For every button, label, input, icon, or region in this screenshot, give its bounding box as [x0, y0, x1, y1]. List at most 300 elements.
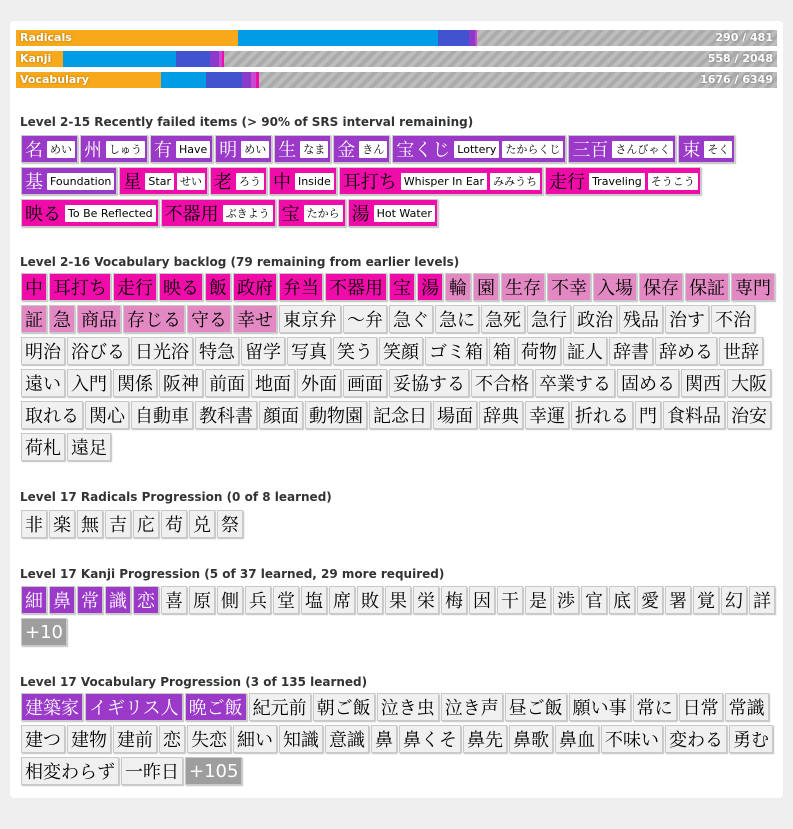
item-characters: 明 — [219, 140, 238, 161]
backlog-item[interactable] — [719, 337, 763, 365]
backlog-item[interactable] — [113, 369, 157, 397]
item-characters: 世辞 — [723, 342, 759, 363]
item-characters: 晩ご飯 — [188, 698, 243, 719]
item-characters: 〜弁 — [347, 310, 383, 331]
vocab-item[interactable] — [21, 725, 65, 753]
backlog-item[interactable] — [369, 401, 431, 429]
radicals-bar-segment — [475, 30, 477, 46]
radicals-item[interactable] — [77, 510, 103, 538]
item-meaning-tag: ぶきよう — [223, 205, 273, 222]
item-characters: 建前 — [117, 730, 153, 751]
backlog-item[interactable] — [233, 273, 277, 301]
backlog-item[interactable] — [21, 305, 47, 333]
backlog-item[interactable] — [473, 273, 499, 301]
item-characters: 園 — [477, 278, 495, 299]
item-characters: 不器用 — [329, 278, 383, 299]
vocab-item[interactable] — [601, 725, 663, 753]
failed-item[interactable] — [678, 135, 735, 163]
item-characters: 不器用 — [164, 204, 219, 225]
kanji-item[interactable] — [497, 586, 523, 614]
item-characters: 知識 — [283, 730, 319, 751]
backlog-item[interactable] — [195, 337, 239, 365]
item-characters: 底 — [613, 591, 631, 612]
item-characters: 常に — [636, 698, 673, 719]
item-meaning-tag: たから — [304, 205, 343, 222]
item-characters: 果 — [389, 591, 407, 612]
backlog-item[interactable] — [433, 401, 477, 429]
item-characters: 専門 — [735, 278, 771, 299]
backlog-item[interactable] — [325, 273, 387, 301]
backlog-item[interactable] — [547, 273, 591, 301]
vocab-item[interactable] — [569, 693, 631, 721]
item-meaning-tag: きん — [359, 141, 387, 158]
item-characters: 朝ご飯 — [316, 698, 371, 719]
failed-item[interactable] — [348, 199, 438, 227]
vocab-item[interactable] — [505, 693, 567, 721]
failed-item[interactable] — [210, 167, 267, 195]
item-characters: 政府 — [237, 278, 273, 299]
backlog-item[interactable] — [517, 337, 561, 365]
backlog-item[interactable] — [617, 369, 679, 397]
backlog-item[interactable] — [527, 305, 571, 333]
vocab-item[interactable] — [463, 725, 507, 753]
radicals-bar-segment — [238, 30, 438, 46]
item-characters: 耳打ち — [53, 278, 107, 299]
radicals-item[interactable] — [133, 510, 159, 538]
vocab-item[interactable] — [555, 725, 599, 753]
item-meaning-tag: めい — [241, 141, 269, 158]
item-meaning-tag: To Be Reflected — [65, 205, 156, 222]
backlog-item[interactable] — [711, 305, 755, 333]
vocab-item[interactable] — [279, 725, 323, 753]
backlog-item[interactable] — [435, 305, 479, 333]
kanji-item[interactable] — [609, 586, 635, 614]
backlog-item[interactable] — [663, 401, 725, 429]
backlog-item[interactable] — [681, 369, 725, 397]
item-characters: 原 — [193, 591, 211, 612]
radicals-item[interactable] — [105, 510, 131, 538]
radicals-item[interactable] — [189, 510, 215, 538]
backlog-item[interactable] — [727, 369, 771, 397]
backlog-item[interactable] — [131, 401, 193, 429]
item-characters: 笑顔 — [383, 342, 419, 363]
item-characters: 鼻歌 — [513, 730, 549, 751]
kanji-item[interactable] — [413, 586, 439, 614]
backlog-item[interactable] — [501, 273, 545, 301]
vocab-item[interactable] — [665, 725, 727, 753]
item-meaning-tag: めい — [47, 141, 75, 158]
backlog-item[interactable] — [389, 305, 433, 333]
item-characters: 走行 — [549, 172, 586, 193]
item-meaning-tag: Have — [176, 141, 210, 158]
item-reading-tag: たからくじ — [502, 141, 563, 158]
kanji-item[interactable] — [637, 586, 663, 614]
vocab-item[interactable] — [113, 725, 157, 753]
item-characters: 兑 — [193, 515, 211, 536]
item-characters: 建つ — [25, 730, 61, 751]
item-characters: 基 — [25, 172, 43, 193]
item-characters: 一昨日 — [125, 762, 179, 783]
item-characters: 三百 — [572, 140, 609, 161]
item-characters: 名 — [25, 140, 43, 161]
item-characters: 門 — [639, 406, 657, 427]
backlog-item[interactable] — [205, 273, 231, 301]
item-characters: ゴミ箱 — [429, 342, 483, 363]
item-characters: 荷物 — [521, 342, 557, 363]
kanji-bar-segment — [176, 51, 210, 67]
item-characters: 鼻 — [375, 730, 393, 751]
backlog-item[interactable] — [417, 273, 443, 301]
item-characters: 留学 — [245, 342, 281, 363]
backlog-item[interactable] — [159, 273, 203, 301]
kanji-progress-bar — [16, 51, 777, 67]
item-characters: 識 — [109, 591, 127, 612]
item-characters: 取れる — [25, 406, 79, 427]
item-characters: 政治 — [577, 310, 613, 331]
backlog-item[interactable] — [593, 273, 637, 301]
vocab-item[interactable] — [399, 725, 461, 753]
failed-item[interactable] — [119, 167, 208, 195]
kanji-bar-segment — [63, 51, 176, 67]
backlog-item[interactable] — [655, 337, 717, 365]
kanji-bar-count: 558 / 2048 — [707, 52, 773, 65]
vocab-item[interactable] — [313, 693, 375, 721]
item-characters: 鼻先 — [467, 730, 503, 751]
item-characters: 急 — [53, 310, 71, 331]
item-characters: 守る — [191, 310, 227, 331]
failed-item[interactable] — [545, 167, 701, 195]
backlog-item[interactable] — [333, 337, 377, 365]
item-characters: イギリス人 — [89, 698, 179, 719]
backlog-item[interactable] — [49, 305, 75, 333]
item-characters: 自動車 — [135, 406, 189, 427]
vocab-item[interactable] — [21, 757, 119, 785]
radicals-bar-segment — [438, 30, 468, 46]
backlog-item[interactable] — [251, 369, 295, 397]
kanji-item[interactable] — [77, 586, 103, 614]
backlog-item[interactable] — [479, 401, 523, 429]
kanji-item[interactable] — [357, 586, 383, 614]
item-characters: 卒業する — [539, 374, 611, 395]
backlog-item[interactable] — [67, 369, 111, 397]
backlog-item[interactable] — [49, 273, 111, 301]
item-characters: 因 — [473, 591, 491, 612]
backlog-item[interactable] — [67, 433, 111, 461]
item-characters: 覚 — [697, 591, 715, 612]
kanji-item[interactable] — [665, 586, 691, 614]
item-characters: 固める — [621, 374, 675, 395]
vocab-items-list — [21, 693, 781, 789]
item-characters: 吉 — [109, 515, 127, 536]
backlog-item[interactable] — [731, 273, 775, 301]
backlog-item[interactable] — [639, 273, 683, 301]
backlog-item[interactable] — [159, 369, 203, 397]
radicals-bar-count: 290 / 481 — [715, 31, 773, 44]
item-characters: 食料品 — [667, 406, 721, 427]
item-characters: 是 — [529, 591, 547, 612]
backlog-item[interactable] — [21, 273, 47, 301]
failed-item[interactable] — [278, 199, 346, 227]
backlog-item[interactable] — [297, 369, 341, 397]
more-items-button[interactable] — [21, 618, 67, 646]
radicals-item[interactable] — [49, 510, 75, 538]
vocab-item[interactable] — [325, 725, 369, 753]
vocabulary-progress-bar — [16, 72, 777, 88]
item-characters: 庀 — [137, 515, 155, 536]
vocabulary-bar-segment — [206, 72, 242, 88]
backlog-item[interactable] — [573, 305, 617, 333]
item-reading-tag: せい — [177, 173, 205, 190]
kanji-items-list — [21, 586, 781, 650]
vocab-item[interactable] — [233, 725, 277, 753]
radicals-item[interactable] — [161, 510, 187, 538]
failed-item[interactable] — [568, 135, 676, 163]
item-characters: 楽 — [53, 515, 71, 536]
backlog-item[interactable] — [113, 273, 157, 301]
backlog-item[interactable] — [489, 337, 515, 365]
failed-item[interactable] — [339, 167, 543, 195]
kanji-bar-segment — [222, 51, 224, 67]
kanji-item[interactable] — [469, 586, 495, 614]
radicals-progress-bar — [16, 30, 777, 46]
item-characters: 中 — [25, 278, 43, 299]
backlog-item[interactable] — [187, 305, 231, 333]
backlog-item[interactable] — [619, 305, 663, 333]
item-characters: 州 — [84, 140, 102, 161]
backlog-item[interactable] — [425, 337, 487, 365]
kanji-item[interactable] — [21, 586, 47, 614]
radicals-bar-label: Radicals — [20, 31, 72, 44]
failed-item[interactable] — [21, 167, 117, 195]
item-characters: 紀元前 — [252, 698, 307, 719]
backlog-item[interactable] — [379, 337, 423, 365]
item-characters: 生存 — [505, 278, 541, 299]
backlog-item[interactable] — [131, 337, 193, 365]
vocab-item[interactable] — [121, 757, 183, 785]
kanji-item[interactable] — [133, 586, 159, 614]
failed-item[interactable] — [269, 167, 337, 195]
more-items-button[interactable] — [185, 757, 242, 785]
item-characters: 急に — [439, 310, 475, 331]
vocab-item[interactable] — [441, 693, 503, 721]
item-characters: 外面 — [301, 374, 337, 395]
failed-item[interactable] — [161, 199, 276, 227]
vocabulary-bar-segment — [242, 72, 251, 88]
kanji-item[interactable] — [553, 586, 579, 614]
radicals-item[interactable] — [217, 510, 243, 538]
backlog-item[interactable] — [67, 337, 129, 365]
backlog-item[interactable] — [609, 337, 653, 365]
item-characters: 恋 — [137, 591, 155, 612]
backlog-item[interactable] — [563, 337, 607, 365]
radicals-item[interactable] — [21, 510, 47, 538]
item-characters: 苟 — [165, 515, 183, 536]
kanji-item[interactable] — [329, 586, 355, 614]
item-characters: 側 — [221, 591, 239, 612]
item-characters: 箱 — [493, 342, 511, 363]
vocab-item[interactable] — [249, 693, 311, 721]
item-meaning-tag: Lottery — [454, 141, 499, 158]
item-characters: 梅 — [445, 591, 463, 612]
backlog-item[interactable] — [241, 337, 285, 365]
kanji-item[interactable] — [161, 586, 187, 614]
failed-item[interactable] — [215, 135, 272, 163]
backlog-item[interactable] — [287, 337, 331, 365]
item-characters: 湯 — [421, 278, 439, 299]
backlog-item[interactable] — [389, 273, 415, 301]
item-characters: 記念日 — [373, 406, 427, 427]
item-meaning-tag: Star — [145, 173, 174, 190]
vocab-item[interactable] — [85, 693, 183, 721]
backlog-item[interactable] — [343, 369, 387, 397]
backlog-items-list — [21, 273, 781, 465]
kanji-item[interactable] — [441, 586, 467, 614]
failed-item[interactable] — [392, 135, 566, 163]
kanji-item[interactable] — [105, 586, 131, 614]
backlog-item[interactable] — [21, 433, 65, 461]
item-characters: 幸せ — [237, 310, 273, 331]
failed-item[interactable] — [333, 135, 390, 163]
item-meaning-tag: Whisper In Ear — [401, 173, 487, 190]
kanji-item[interactable] — [49, 586, 75, 614]
item-characters: 入場 — [597, 278, 633, 299]
item-characters: 無 — [81, 515, 99, 536]
backlog-item[interactable] — [305, 401, 367, 429]
item-characters: 詳 — [753, 591, 771, 612]
item-characters: 急死 — [485, 310, 521, 331]
item-characters: 束 — [682, 140, 701, 161]
backlog-item[interactable] — [279, 273, 323, 301]
item-characters: 保証 — [689, 278, 725, 299]
vocabulary-bar-label: Vocabulary — [20, 73, 89, 86]
backlog-item[interactable] — [123, 305, 185, 333]
vocab-item[interactable] — [633, 693, 677, 721]
vocab-item[interactable] — [159, 725, 185, 753]
backlog-item[interactable] — [445, 273, 471, 301]
backlog-item[interactable] — [21, 401, 83, 429]
item-characters: 動物園 — [309, 406, 363, 427]
item-characters: 渉 — [557, 591, 575, 612]
kanji-item[interactable] — [693, 586, 719, 614]
item-characters: 建物 — [71, 730, 107, 751]
item-characters: 非 — [25, 515, 43, 536]
vocab-item[interactable] — [371, 725, 397, 753]
backlog-item[interactable] — [343, 305, 387, 333]
vocab-item[interactable] — [377, 693, 439, 721]
item-characters: 相変わらず — [25, 762, 115, 783]
kanji-item[interactable] — [189, 586, 215, 614]
item-characters: 治安 — [731, 406, 767, 427]
backlog-item[interactable] — [259, 401, 303, 429]
item-characters: 大阪 — [731, 374, 767, 395]
backlog-item[interactable] — [635, 401, 661, 429]
failed-item[interactable] — [21, 135, 78, 163]
kanji-item[interactable] — [385, 586, 411, 614]
backlog-item[interactable] — [525, 401, 569, 429]
failed-item[interactable] — [80, 135, 148, 163]
kanji-item[interactable] — [525, 586, 551, 614]
item-characters: 特急 — [199, 342, 235, 363]
backlog-item[interactable] — [85, 401, 129, 429]
item-meaning-tag: さんびゃく — [612, 141, 673, 158]
backlog-item[interactable] — [389, 369, 469, 397]
vocab-item[interactable] — [679, 693, 723, 721]
item-characters: 前面 — [209, 374, 245, 395]
item-characters: 不味い — [605, 730, 659, 751]
vocab-item[interactable] — [187, 725, 231, 753]
kanji-section-title: Level 17 Kanji Progression (5 of 37 learned, 29 more required) — [20, 567, 445, 581]
item-characters: 存じる — [127, 310, 181, 331]
item-characters: 老 — [213, 172, 232, 193]
item-characters: 場面 — [437, 406, 473, 427]
vocab-item[interactable] — [509, 725, 553, 753]
backlog-item[interactable] — [727, 401, 771, 429]
backlog-item[interactable] — [195, 401, 257, 429]
backlog-item[interactable] — [279, 305, 341, 333]
backlog-item[interactable] — [21, 369, 65, 397]
kanji-item[interactable] — [273, 586, 299, 614]
item-characters: 弁当 — [283, 278, 319, 299]
backlog-item[interactable] — [233, 305, 277, 333]
backlog-item[interactable] — [535, 369, 615, 397]
item-characters: 写真 — [291, 342, 327, 363]
item-characters: 鼻くそ — [403, 730, 457, 751]
backlog-item[interactable] — [77, 305, 121, 333]
item-characters: 愛 — [641, 591, 659, 612]
kanji-item[interactable] — [721, 586, 747, 614]
backlog-item[interactable] — [471, 369, 533, 397]
kanji-item[interactable] — [581, 586, 607, 614]
item-characters: 証人 — [567, 342, 603, 363]
backlog-item[interactable] — [685, 273, 729, 301]
vocab-item[interactable] — [185, 693, 247, 721]
radicals-section-title: Level 17 Radicals Progression (0 of 8 learned) — [20, 490, 332, 504]
item-characters: 日常 — [682, 698, 719, 719]
vocab-item[interactable] — [729, 725, 773, 753]
backlog-item[interactable] — [571, 401, 633, 429]
item-characters: 泣き声 — [444, 698, 499, 719]
item-characters: 不治 — [715, 310, 751, 331]
failed-item[interactable] — [150, 135, 213, 163]
failed-item[interactable] — [274, 135, 331, 163]
vocab-item[interactable] — [21, 693, 83, 721]
item-characters: 飯 — [209, 278, 227, 299]
vocab-item[interactable] — [67, 725, 111, 753]
backlog-item[interactable] — [481, 305, 525, 333]
item-characters: 地面 — [255, 374, 291, 395]
item-characters: 関係 — [117, 374, 153, 395]
item-characters: 喜 — [165, 591, 183, 612]
backlog-item[interactable] — [205, 369, 249, 397]
item-characters: 変わる — [669, 730, 723, 751]
item-characters: +10 — [25, 621, 63, 643]
item-characters: 常識 — [728, 698, 765, 719]
kanji-item[interactable] — [301, 586, 327, 614]
item-characters: 常 — [81, 591, 99, 612]
item-meaning-tag: Hot Water — [374, 205, 435, 222]
backlog-item[interactable] — [665, 305, 709, 333]
kanji-item[interactable] — [217, 586, 243, 614]
kanji-item[interactable] — [245, 586, 271, 614]
vocab-item[interactable] — [725, 693, 769, 721]
item-characters: 笑う — [337, 342, 373, 363]
failed-item[interactable] — [21, 199, 159, 227]
item-meaning-tag: なま — [300, 141, 328, 158]
item-characters: 細い — [237, 730, 273, 751]
kanji-item[interactable] — [749, 586, 775, 614]
backlog-item[interactable] — [21, 337, 65, 365]
item-characters: 失恋 — [191, 730, 227, 751]
